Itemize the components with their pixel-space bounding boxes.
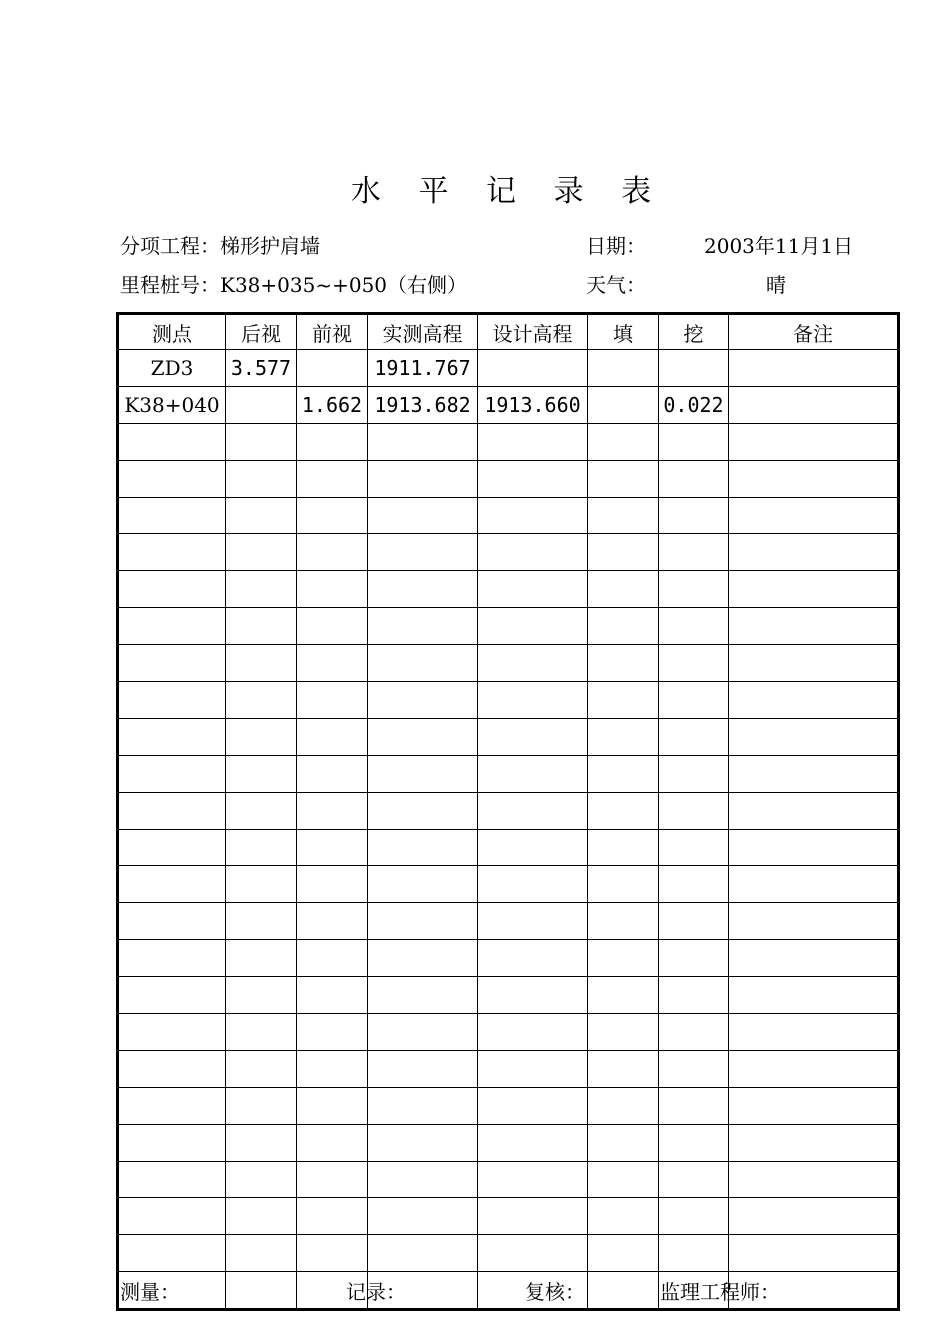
cell-foresight [297, 940, 368, 977]
header-cut: 挖 [659, 314, 729, 350]
table-row [118, 1087, 899, 1124]
cell-foresight [297, 423, 368, 460]
cell-fill [588, 829, 659, 866]
cell-station-point [118, 1050, 226, 1087]
cell-backsight [226, 1198, 297, 1235]
cell-station-point [118, 460, 226, 497]
cell-fill [588, 608, 659, 645]
cell-fill [588, 1050, 659, 1087]
cell-remarks [729, 1235, 899, 1272]
cell-cut [659, 940, 729, 977]
cell-cut [659, 497, 729, 534]
cell-remarks [729, 792, 899, 829]
cell-station-point [118, 829, 226, 866]
cell-cut [659, 682, 729, 719]
station-label: 里程桩号： [120, 273, 220, 297]
project-field [120, 230, 320, 259]
date-label: 日期： [586, 234, 646, 258]
cell-cut [659, 1198, 729, 1235]
cell-remarks [729, 608, 899, 645]
cell-remarks [729, 829, 899, 866]
cell-cut [659, 608, 729, 645]
cell-foresight [297, 866, 368, 903]
cell-measured-elevation [368, 497, 478, 534]
cell-foresight [297, 460, 368, 497]
table-body [118, 350, 899, 1310]
cell-foresight [297, 755, 368, 792]
cell-backsight [226, 571, 297, 608]
cell-backsight [226, 1050, 297, 1087]
cell-design-elevation [478, 608, 588, 645]
cell-measured-elevation [368, 1235, 478, 1272]
cell-measured-elevation [368, 423, 478, 460]
cell-measured-elevation [368, 1161, 478, 1198]
cell-cut [659, 792, 729, 829]
table-row [118, 1198, 899, 1235]
cell-fill [588, 386, 659, 423]
cell-station-point [118, 1124, 226, 1161]
cell-backsight [226, 792, 297, 829]
table-row [118, 1124, 899, 1161]
supervisor-signature: 监理工程师： [660, 1280, 780, 1304]
cell-foresight [297, 829, 368, 866]
cell-station-point [118, 645, 226, 682]
cell-backsight [226, 608, 297, 645]
table-row [118, 423, 899, 460]
cell-fill [588, 423, 659, 460]
cell-cut [659, 1050, 729, 1087]
cell-measured-elevation [368, 608, 478, 645]
cell-remarks [729, 1014, 899, 1051]
cell-design-elevation [478, 534, 588, 571]
project-label: 分项工程： [120, 234, 220, 258]
cell-foresight [297, 792, 368, 829]
cell-foresight [297, 1235, 368, 1272]
cell-backsight [226, 1272, 297, 1310]
table-row [118, 940, 899, 977]
cell-cut [659, 977, 729, 1014]
cell-fill [588, 792, 659, 829]
table-row [118, 1050, 899, 1087]
cell-foresight [297, 1124, 368, 1161]
cell-cut [659, 829, 729, 866]
cell-backsight [226, 718, 297, 755]
cell-measured-elevation: 1913.682 [368, 386, 478, 423]
station-field [120, 269, 467, 298]
cell-remarks [729, 718, 899, 755]
cell-station-point [118, 497, 226, 534]
table-row [118, 903, 899, 940]
table-row [118, 1014, 899, 1051]
table-row [118, 829, 899, 866]
cell-station-point [118, 866, 226, 903]
cell-remarks [729, 977, 899, 1014]
cell-foresight [297, 682, 368, 719]
header-design-elevation: 设计高程 [478, 314, 588, 350]
cell-remarks [729, 534, 899, 571]
cell-cut [659, 423, 729, 460]
cell-design-elevation [478, 1124, 588, 1161]
cell-design-elevation [478, 940, 588, 977]
page-title: 水 平 记 录 表 [350, 174, 666, 209]
cell-remarks [729, 1050, 899, 1087]
cell-fill [588, 497, 659, 534]
cell-foresight [297, 1198, 368, 1235]
cell-remarks [729, 497, 899, 534]
table-row [118, 1272, 899, 1310]
table-row [118, 608, 899, 645]
cell-station-point [118, 608, 226, 645]
cell-remarks [729, 903, 899, 940]
cell-backsight [226, 755, 297, 792]
cell-backsight [226, 866, 297, 903]
cell-station-point [118, 1014, 226, 1051]
cell-fill [588, 1198, 659, 1235]
cell-fill [588, 1014, 659, 1051]
cell-cut: 0.022 [659, 386, 729, 423]
cell-fill [588, 460, 659, 497]
cell-fill [588, 571, 659, 608]
table-row [118, 755, 899, 792]
table-row [118, 1235, 899, 1272]
cell-backsight [226, 977, 297, 1014]
cell-backsight [226, 645, 297, 682]
cell-fill [588, 1235, 659, 1272]
cell-backsight [226, 903, 297, 940]
cell-cut [659, 1014, 729, 1051]
cell-station-point [118, 1087, 226, 1124]
cell-cut [659, 1235, 729, 1272]
cell-design-elevation [478, 682, 588, 719]
cell-design-elevation [478, 1014, 588, 1051]
cell-cut [659, 1161, 729, 1198]
cell-foresight [297, 571, 368, 608]
cell-backsight [226, 1161, 297, 1198]
cell-fill [588, 755, 659, 792]
cell-design-elevation [478, 1161, 588, 1198]
cell-design-elevation [478, 755, 588, 792]
cell-design-elevation [478, 977, 588, 1014]
cell-fill [588, 977, 659, 1014]
cell-foresight [297, 718, 368, 755]
table-row [118, 977, 899, 1014]
cell-foresight [297, 350, 368, 387]
cell-cut [659, 755, 729, 792]
cell-measured-elevation [368, 534, 478, 571]
cell-foresight [297, 1050, 368, 1087]
weather-value: 晴 [766, 273, 786, 297]
cell-station-point [118, 1198, 226, 1235]
cell-station-point [118, 903, 226, 940]
cell-measured-elevation [368, 571, 478, 608]
cell-backsight [226, 497, 297, 534]
cell-measured-elevation: 1911.767 [368, 350, 478, 387]
table-row [118, 350, 899, 387]
cell-fill [588, 645, 659, 682]
cell-design-elevation [478, 1198, 588, 1235]
cell-remarks [729, 755, 899, 792]
cell-cut [659, 645, 729, 682]
cell-measured-elevation [368, 829, 478, 866]
cell-station-point [118, 534, 226, 571]
cell-design-elevation [478, 571, 588, 608]
cell-fill [588, 940, 659, 977]
header-remarks: 备注 [729, 314, 899, 350]
cell-backsight [226, 534, 297, 571]
cell-measured-elevation [368, 645, 478, 682]
cell-backsight [226, 940, 297, 977]
cell-station-point [118, 940, 226, 977]
header-backsight: 后视 [226, 314, 297, 350]
cell-measured-elevation [368, 940, 478, 977]
cell-foresight [297, 903, 368, 940]
cell-station-point [118, 682, 226, 719]
cell-foresight [297, 645, 368, 682]
cell-backsight [226, 460, 297, 497]
station-value: K38+035~+050（右侧） [220, 273, 468, 297]
surveyor-signature: 测量： [120, 1280, 180, 1304]
cell-cut [659, 1124, 729, 1161]
cell-station-point: ZD3 [118, 350, 226, 387]
cell-design-elevation [478, 1235, 588, 1272]
cell-measured-elevation [368, 682, 478, 719]
cell-backsight [226, 682, 297, 719]
cell-station-point [118, 1235, 226, 1272]
cell-design-elevation [478, 350, 588, 387]
table-row [118, 497, 899, 534]
cell-remarks [729, 350, 899, 387]
cell-cut [659, 534, 729, 571]
header-measured-elevation: 实测高程 [368, 314, 478, 350]
cell-backsight: 3.577 [226, 350, 297, 387]
cell-cut [659, 866, 729, 903]
cell-cut [659, 460, 729, 497]
cell-station-point [118, 1161, 226, 1198]
cell-design-elevation [478, 460, 588, 497]
cell-remarks [729, 460, 899, 497]
cell-backsight [226, 1014, 297, 1051]
cell-cut [659, 718, 729, 755]
cell-remarks [729, 940, 899, 977]
cell-fill [588, 682, 659, 719]
cell-station-point: K38+040 [118, 386, 226, 423]
table-row [118, 386, 899, 423]
cell-design-elevation [478, 903, 588, 940]
cell-remarks [729, 1161, 899, 1198]
project-value: 梯形护肩墙 [220, 234, 320, 258]
cell-measured-elevation [368, 792, 478, 829]
cell-remarks [729, 682, 899, 719]
cell-fill [588, 1161, 659, 1198]
cell-backsight [226, 386, 297, 423]
cell-backsight [226, 1124, 297, 1161]
date-value: 2003年11月1日 [704, 234, 854, 258]
cell-backsight [226, 1087, 297, 1124]
cell-design-elevation [478, 645, 588, 682]
cell-remarks [729, 1087, 899, 1124]
cell-design-elevation [478, 792, 588, 829]
cell-station-point [118, 792, 226, 829]
cell-remarks [729, 423, 899, 460]
cell-design-elevation [478, 829, 588, 866]
cell-remarks [729, 645, 899, 682]
cell-backsight [226, 1235, 297, 1272]
cell-fill [588, 866, 659, 903]
cell-measured-elevation [368, 460, 478, 497]
cell-measured-elevation [368, 1124, 478, 1161]
cell-station-point [118, 571, 226, 608]
cell-measured-elevation [368, 866, 478, 903]
cell-station-point [118, 977, 226, 1014]
table-row [118, 866, 899, 903]
cell-foresight [297, 1014, 368, 1051]
cell-measured-elevation [368, 1014, 478, 1051]
cell-design-elevation [478, 1087, 588, 1124]
cell-foresight [297, 1087, 368, 1124]
cell-fill [588, 1087, 659, 1124]
cell-measured-elevation [368, 1050, 478, 1087]
table-row [118, 682, 899, 719]
cell-remarks [729, 1124, 899, 1161]
cell-fill [588, 1124, 659, 1161]
cell-design-elevation [478, 866, 588, 903]
table-header-row [118, 314, 899, 350]
cell-backsight [226, 829, 297, 866]
cell-cut [659, 1087, 729, 1124]
cell-cut [659, 903, 729, 940]
cell-foresight [297, 977, 368, 1014]
cell-fill [588, 718, 659, 755]
cell-backsight [226, 423, 297, 460]
cell-remarks [729, 571, 899, 608]
cell-cut [659, 350, 729, 387]
cell-remarks [729, 386, 899, 423]
table-row [118, 1161, 899, 1198]
table-row [118, 792, 899, 829]
cell-design-elevation: 1913.660 [478, 386, 588, 423]
table-row [118, 534, 899, 571]
cell-station-point [118, 423, 226, 460]
cell-foresight [297, 534, 368, 571]
cell-measured-elevation [368, 1087, 478, 1124]
cell-measured-elevation [368, 1198, 478, 1235]
cell-measured-elevation [368, 755, 478, 792]
table-row [118, 571, 899, 608]
cell-design-elevation [478, 497, 588, 534]
cell-foresight [297, 497, 368, 534]
cell-design-elevation [478, 423, 588, 460]
header-foresight: 前视 [297, 314, 368, 350]
checker-signature: 复核： [525, 1280, 585, 1304]
cell-fill [588, 903, 659, 940]
header-station-point: 测点 [118, 314, 226, 350]
weather-label: 天气： [586, 273, 646, 297]
cell-station-point [118, 718, 226, 755]
cell-measured-elevation [368, 718, 478, 755]
cell-fill [588, 534, 659, 571]
cell-remarks [729, 1198, 899, 1235]
cell-foresight: 1.662 [297, 386, 368, 423]
recorder-signature: 记录： [346, 1280, 406, 1304]
leveling-record-table [116, 312, 900, 1311]
cell-foresight [297, 608, 368, 645]
cell-cut [659, 571, 729, 608]
header-fill: 填 [588, 314, 659, 350]
cell-remarks [729, 866, 899, 903]
cell-foresight [297, 1161, 368, 1198]
table-row [118, 645, 899, 682]
cell-fill [588, 350, 659, 387]
cell-design-elevation [478, 718, 588, 755]
table-row [118, 460, 899, 497]
table-row [118, 718, 899, 755]
cell-fill [588, 1272, 659, 1310]
cell-measured-elevation [368, 977, 478, 1014]
cell-design-elevation [478, 1050, 588, 1087]
cell-measured-elevation [368, 903, 478, 940]
cell-station-point [118, 755, 226, 792]
